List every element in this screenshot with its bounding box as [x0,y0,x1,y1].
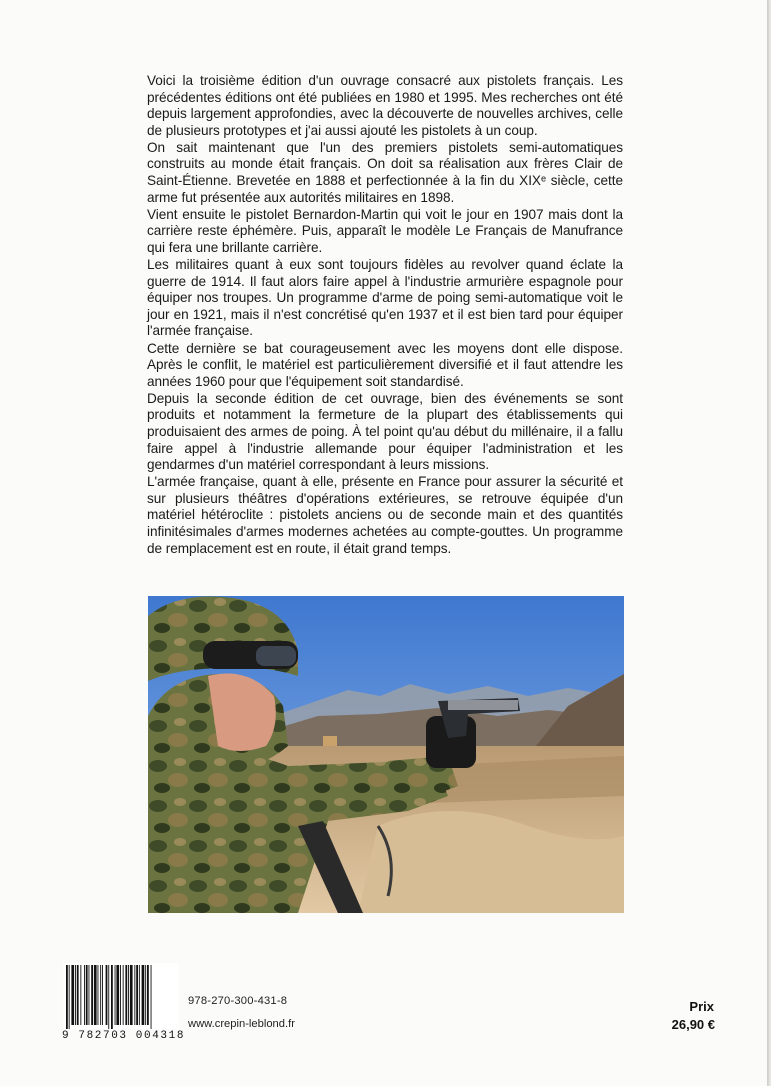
barcode-bar [145,965,146,1025]
barcode-bar [116,965,119,1025]
blurb-paragraph-7: L'armée française, quant à elle, présente en France pour assurer la sécurité et sur plusieurs théâtres d'opérations extérieures, se retrouve équipée d'un matériel hétéroclite : pistolets anciens ou de seconde main et des quantités infinitésimales d'armes modernes achetées au compte-gouttes. Un programme de remplacement est en route, il était grand temps. [147,474,623,556]
blurb-paragraph-5: Cette dernière se bat courageusement avec les moyens dont elle dispose. Après le conflit, le matériel est particulièrement diversifié et il faut attendre les années 1960 pour que l'équipement soit standardisé. [147,340,623,389]
barcode-bar [102,965,103,1025]
barcode-bar [71,965,74,1025]
barcode-bar [108,965,109,1029]
barcode-bar [91,965,93,1025]
isbn-barcode [63,963,179,1029]
barcode-bar [84,965,85,1025]
isbn-number: 978-270-300-431-8 [188,995,288,1007]
barcode-bar [123,965,124,1025]
blurb-paragraph-4: Les militaires quant à eux sont toujours fidèles au revolver quand éclate la guerre de 1914. Il faut alors faire appel à l'industrie armurière espagnole pour équiper nos troupes. Un programme d'arme de poing semi-automatique voit le jour en 1921, mais il n'est concrétisé qu'en 1937 et il est bien tard pour équiper l'armée française. [147,257,623,339]
barcode-bar [151,965,152,1029]
barcode-bar [80,965,81,1025]
blurb-paragraph-6: Depuis la seconde édition de cet ouvrage, bien des événements se sont produits et notamment la fermeture de la plupart des établissements qui produisaient des armes de poing. À tel point qu'au début du millénaire, il a fallu faire appel à l'industrie allemande pour équiper l'administration et les gendarmes d'un matériel correspondant à leurs missions. [147,390,623,473]
photo-illustration [148,596,624,913]
barcode-bar [75,965,76,1025]
barcode-bar [89,965,90,1025]
barcode-bar [100,965,101,1025]
barcode-bar [98,965,99,1025]
barcode-bar [139,965,140,1025]
barcode-bar [147,965,149,1025]
price-value: 26,90 € [671,1017,715,1032]
blurb-paragraph-2: On sait maintenant que l'un des premiers pistolets semi-automatiques construits au monde était français. On doit sa réalisation aux frères Clair de Saint-Étienne. Brevetée en 1888 et perfectionnée à la fin du XIXᵉ siècle, cette arme fut présentée aux autorités militaires en 1898. [147,139,623,205]
barcode-bar [142,965,145,1025]
barcode-bar [106,965,108,1025]
publisher-website[interactable]: www.crepin-leblond.fr [188,1018,295,1030]
blurb-text [147,73,623,558]
barcode-bar [136,965,138,1025]
barcode-bar [77,965,79,1025]
barcode-bar [134,965,135,1025]
soldier-aiming-pistol-photo [148,596,624,913]
barcode-bar [130,965,133,1025]
barcode-bar [111,965,113,1029]
barcode-bar [66,965,68,1029]
barcode-bar [94,965,97,1025]
barcode-bars [63,963,179,1029]
blurb-paragraph-1: Voici la troisième édition d'un ouvrage consacré aux pistolets français. Les précédentes éditions ont été publiées en 1980 et 1995. Mes recherches ont été depuis largement approfondies, avec la découverte de nouvelles archives, celle de plusieurs prototypes et j'ai aussi ajouté les pistolets à un coup. [147,73,623,138]
barcode-bar [128,965,129,1025]
blurb-paragraph-3: Vient ensuite le pistolet Bernardon-Martin qui voit le jour en 1907 mais dont la carrière reste éphémère. Puis, apparaît le modèle Le Français de Manufrance qui fera une brillante carrière. [147,206,623,255]
barcode-bar [69,965,70,1029]
barcode-bar [125,965,127,1025]
barcode-bar [86,965,88,1025]
barcode-bar [115,965,116,1025]
barcode-digits: 9 782703 004318 [62,1030,186,1042]
price-label: Prix [689,999,714,1014]
barcode-bar [120,965,121,1025]
